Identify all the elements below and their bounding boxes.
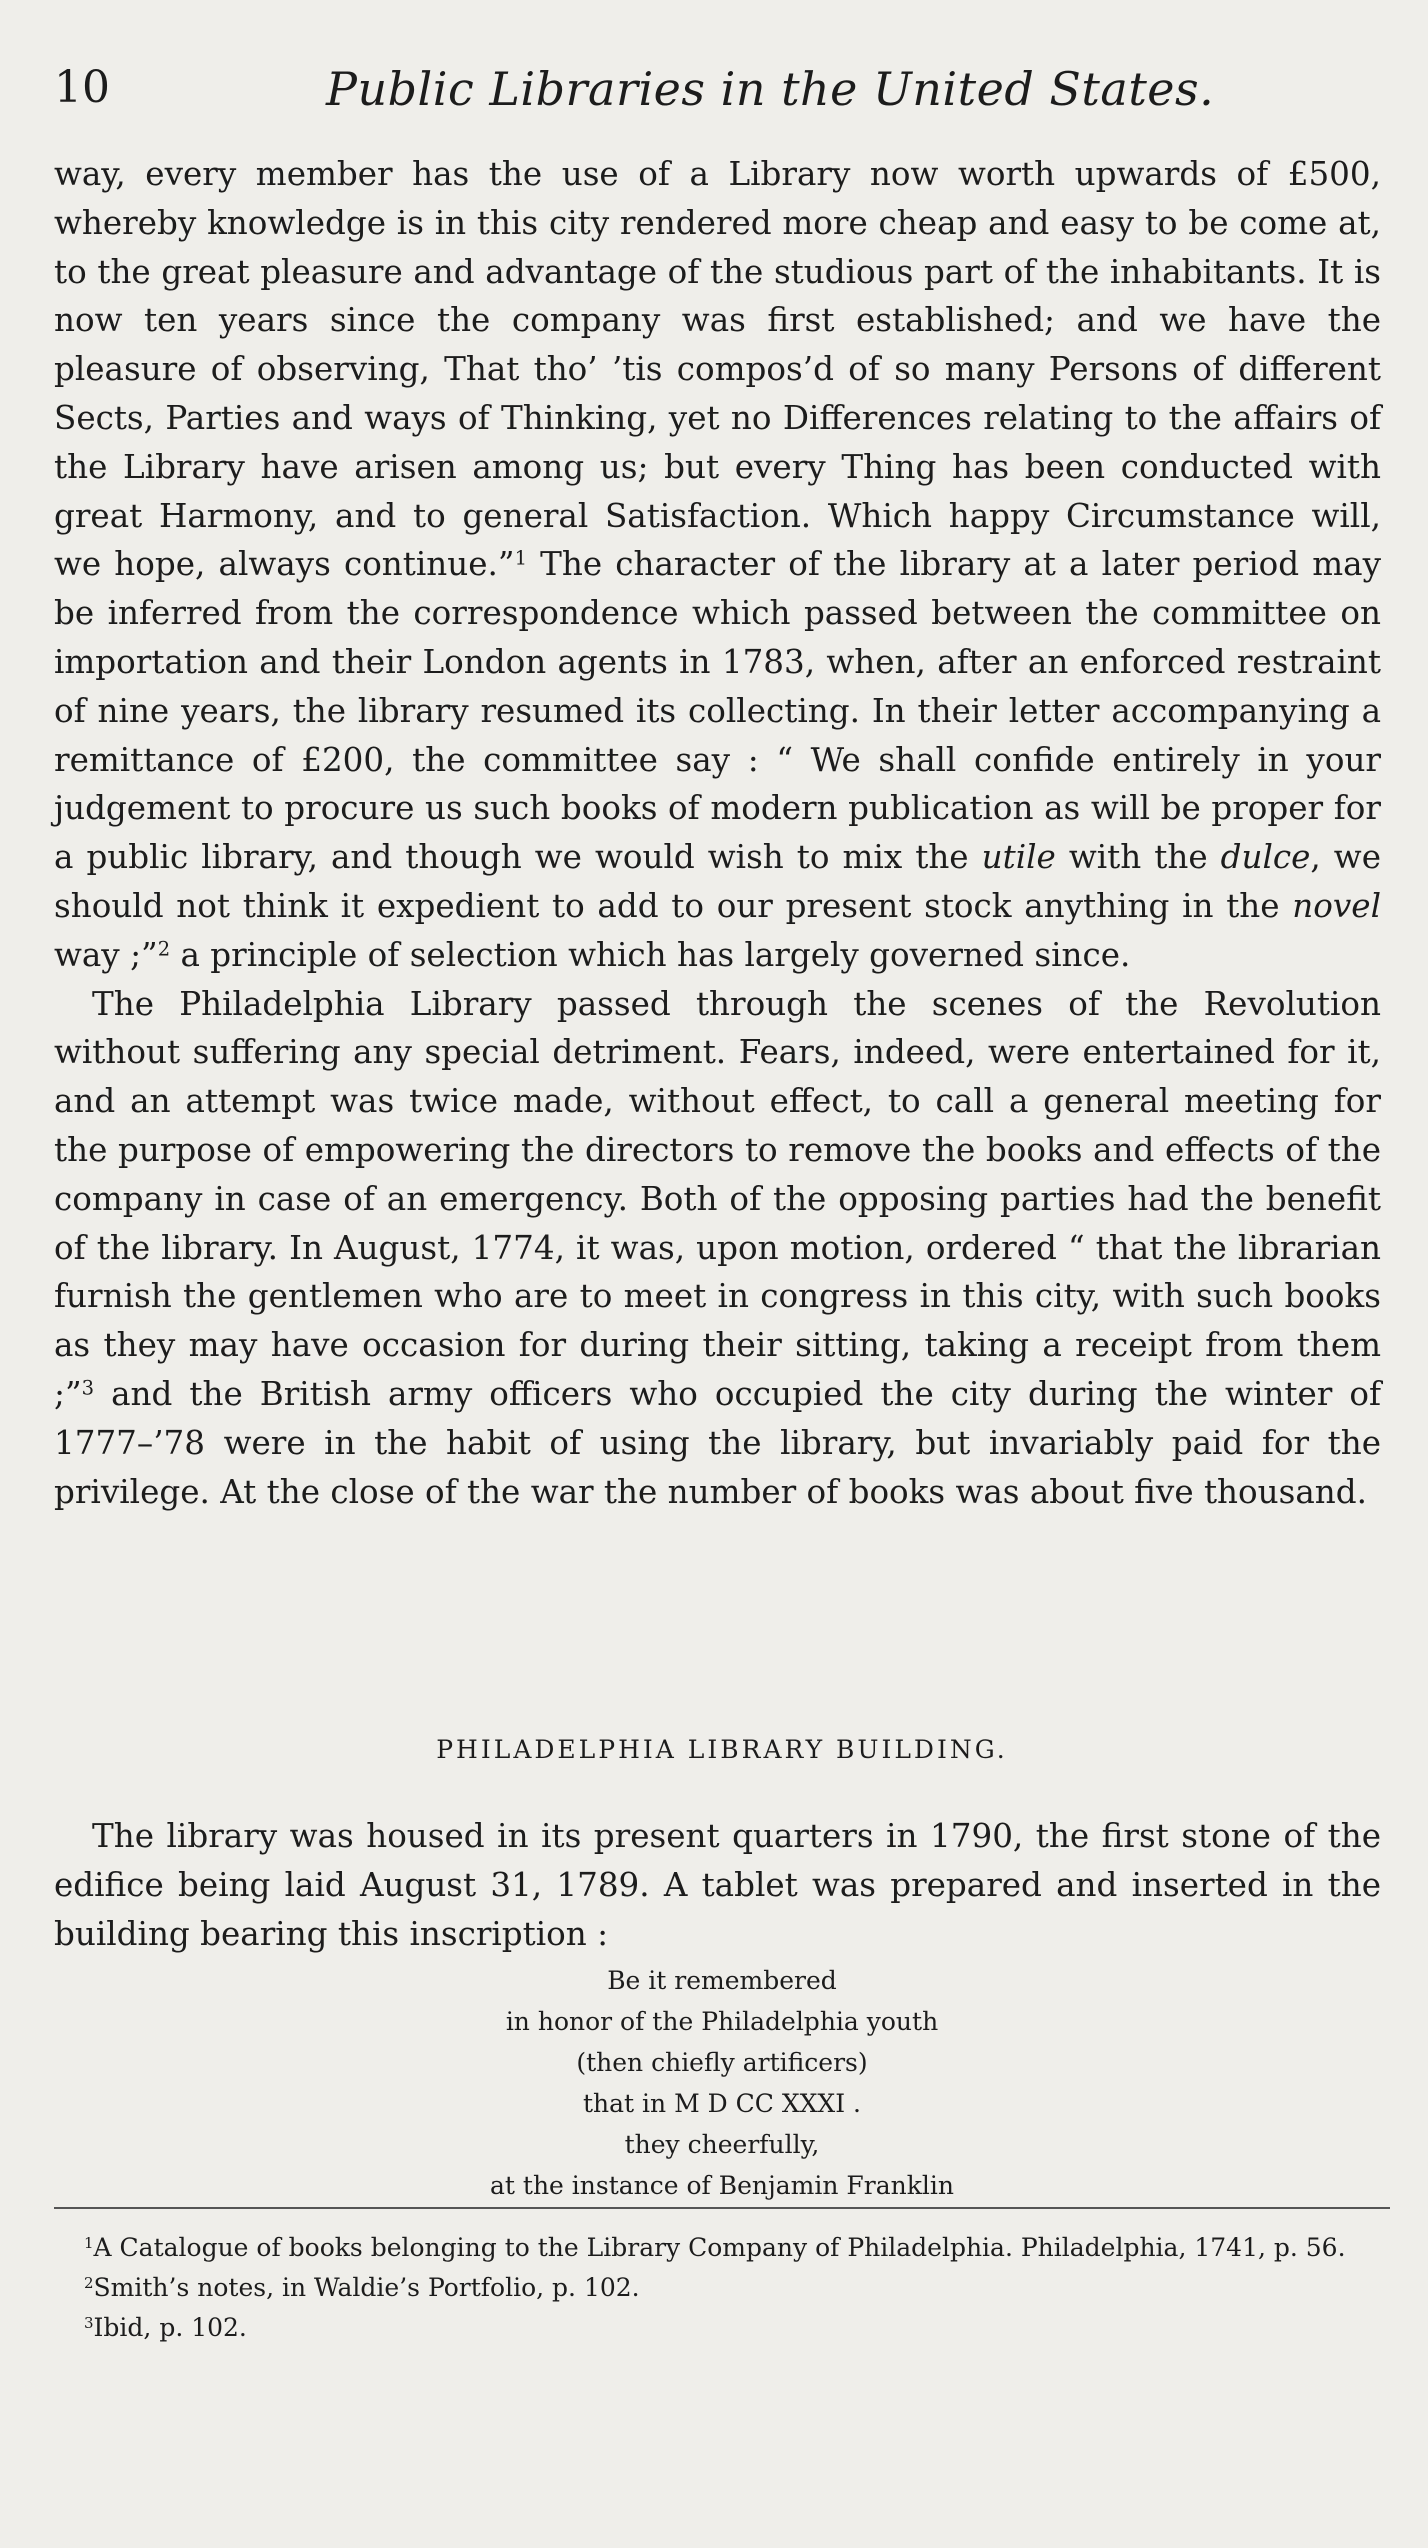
footnotes <box>54 2228 1381 2348</box>
page-header <box>54 62 1390 132</box>
paragraph-1-text: with the <box>1055 838 1221 877</box>
paragraph-1 <box>54 150 1381 980</box>
italic-utile: utile <box>981 838 1056 877</box>
footnote-text: A Catalogue of books belonging to the Library Company of Philadelphia. Philadelphia, 1741, p. 56. <box>93 2233 1346 2262</box>
inscription-line: in honor of the Philadelphia youth <box>505 2007 939 2036</box>
inscription-line: Be it remembered <box>607 1966 837 1995</box>
inscription-line: that in M D CC XXXI . <box>583 2089 861 2118</box>
italic-dulce: dulce <box>1220 838 1311 877</box>
paragraph-2-text: The Philadelphia Library passed through the scenes of the Revolution without suffering any special detriment. Fears, indeed, were entertained for it, and an attempt was twice made, without effect, to call a general meeting for the purpose of empowering the directors to remove the books and effects of the company in case of an emergency. Both of the opposing parties had the benefit of the library. In August, 1774, it was, upon motion, ordered “ that the librarian furnish the gentlemen who are to meet in congress in this city, with such books as they may have occasion for during their sitting, taking a receipt from them ;” <box>54 984 1381 1413</box>
inscription-line: at the instance of Benjamin Franklin <box>490 2171 954 2200</box>
footnote-ref-2: 2 <box>157 937 171 960</box>
inscription-line: they cheerfully, <box>624 2130 820 2159</box>
page-number: 10 <box>54 62 110 113</box>
paragraph-1-text: , we should not think it expedient to add to our present stock anything in the <box>54 838 1381 925</box>
footnote-mark: 3 <box>84 2313 94 2332</box>
footnote-text: Ibid, p. 102. <box>93 2313 247 2342</box>
section-heading: PHILADELPHIA LIBRARY BUILDING. <box>436 1735 1008 1764</box>
footnote-1 <box>54 2228 1381 2268</box>
footnote-3 <box>54 2308 1381 2348</box>
footnote-text: Smith’s notes, in Waldie’s Portfolio, p. 102. <box>93 2273 640 2302</box>
paragraph-3: The library was housed in its present quarters in 1790, the first stone of the edifice being laid August 31, 1789. A tablet was prepared and inserted in the building bearing this inscription : <box>54 1817 1381 1953</box>
footnote-ref-3: 3 <box>81 1376 95 1400</box>
inscription <box>54 1960 1390 2206</box>
paragraph-2-text: and the British army officers who occupied the city during the winter of 1777–’78 were in the habit of using the library, but invariably paid for the privilege. At the close of the war the number of books was about five thousand. <box>54 1374 1381 1511</box>
paragraph-1-text: a principle of selection which has largely governed since. <box>170 935 1131 974</box>
running-title: Public Libraries in the United States. <box>326 62 1215 116</box>
inscription-line: (then chiefly artificers) <box>576 2048 868 2077</box>
paragraph-1-text: The character of the library at a later period may be inferred from the correspondence which passed between the committee on importation and their London agents in 1783, when, after an enforced restraint of nine years, the library resumed its collecting. In their letter accompanying a remittance of £200, the committee say : “ We shall confide entirely in your judgement to procure us such books of modern publication as will be proper for a public library, and though we would wish to mix the <box>54 545 1381 877</box>
paragraph-1-text: way ;” <box>54 935 158 974</box>
footnote-ref-1: 1 <box>514 546 527 570</box>
footnote-mark: 2 <box>84 2273 94 2292</box>
italic-novel: novel <box>1292 886 1381 925</box>
paragraph-2 <box>54 980 1381 1517</box>
footnote-mark: 1 <box>84 2233 94 2252</box>
main-text-2 <box>54 1812 1381 1958</box>
paragraph-1-text: way, every member has the use of a Library now worth upwards of £500, whereby knowledge is in this city rendered more cheap and easy to be come at, to the great pleasure and advantage of the studious part of the inhabitants. It is now ten years since the company was first established; and we have the pleasure of observing, That tho’ ’tis compos’d of so many Persons of different Sects, Parties and ways of Thinking, yet no Differences relating to the affairs of the Library have arisen among us; but every Thing has been conducted with great Harmony, and to general Satisfaction. Which happy Circumstance will, we hope, always continue.” <box>54 155 1381 584</box>
footnote-divider <box>54 2207 1390 2209</box>
footnote-2 <box>54 2268 1381 2308</box>
main-text <box>54 150 1381 1516</box>
